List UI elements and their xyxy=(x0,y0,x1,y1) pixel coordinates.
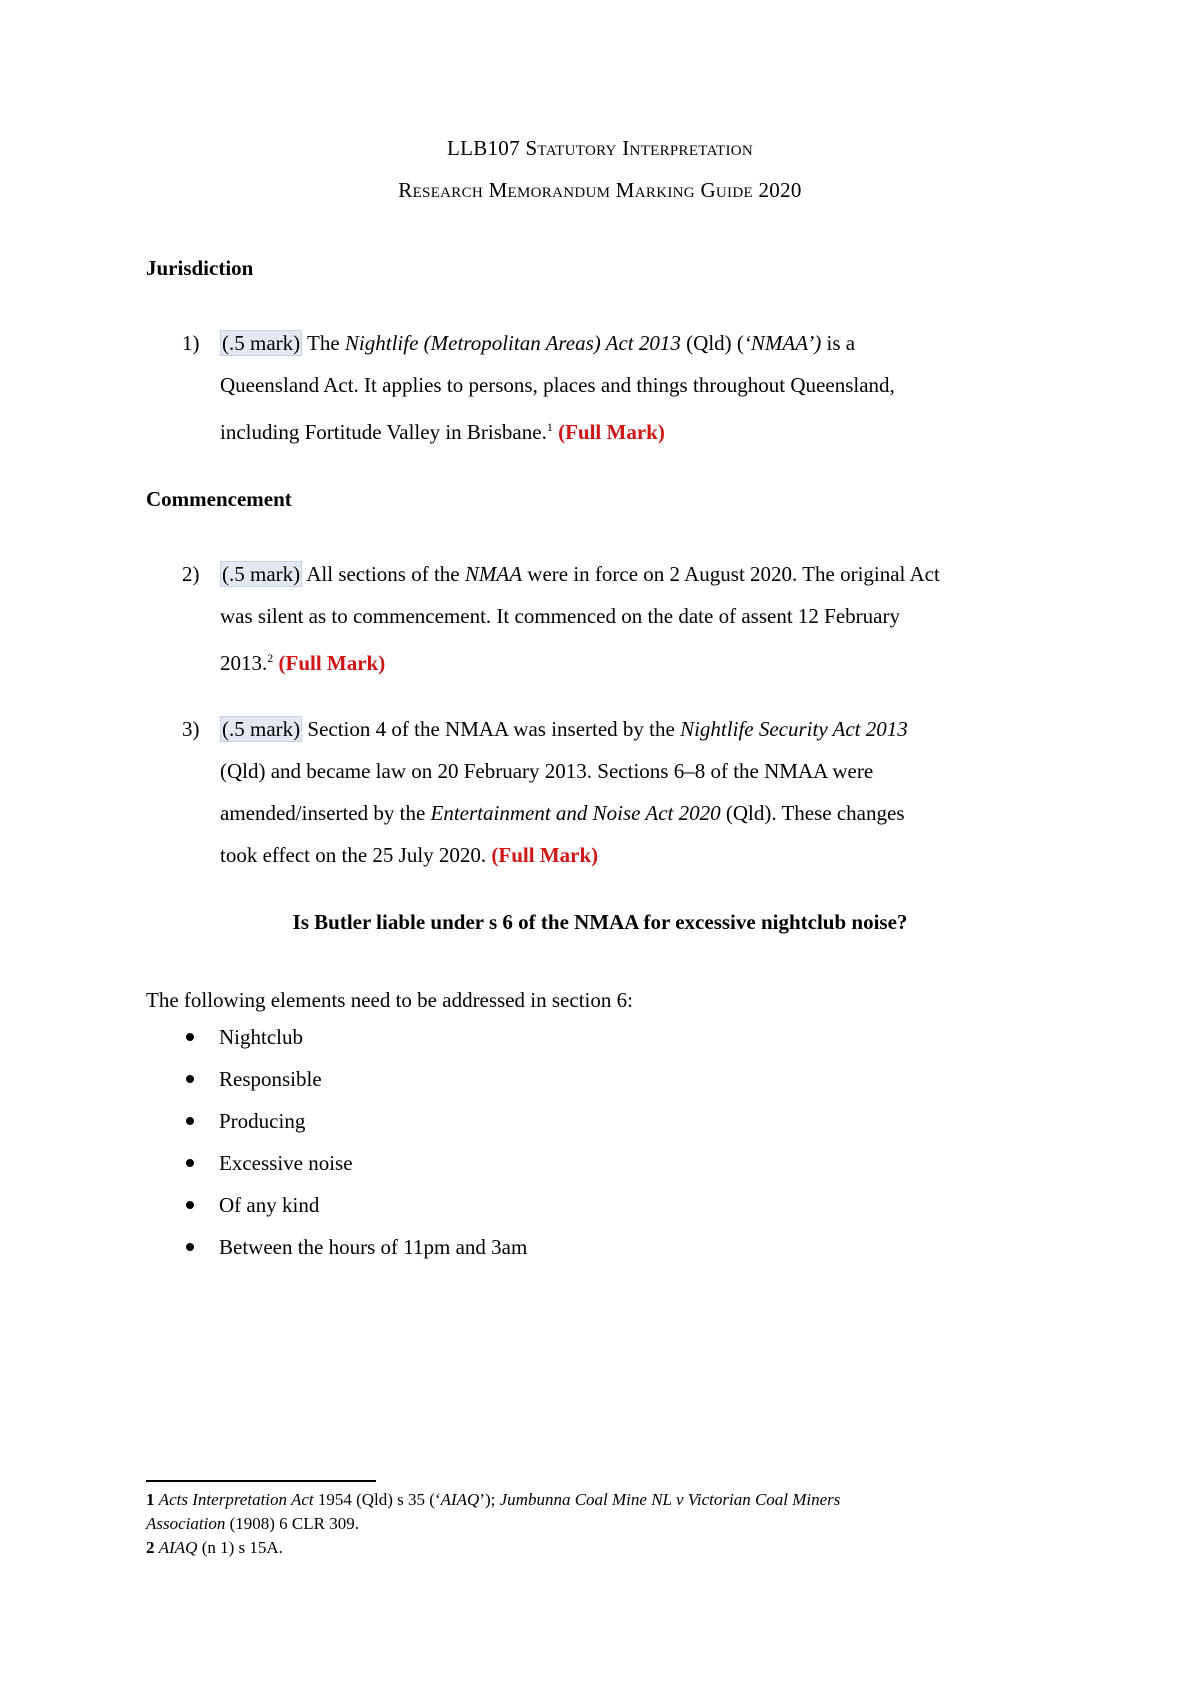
footnote-2 xyxy=(146,1536,1046,1560)
mark-annotation: (.5 mark) xyxy=(222,717,301,741)
footnote-1 xyxy=(146,1488,1046,1512)
act-name: Nightlife Security Act 2013 xyxy=(680,717,908,741)
act-name: Entertainment and Noise Act 2020 xyxy=(430,801,721,825)
act-abbreviation: NMAA xyxy=(464,562,523,586)
footnote-reference[interactable]: 2 xyxy=(267,651,274,665)
bullet-icon xyxy=(186,1075,194,1083)
item-number: 2) xyxy=(182,562,200,586)
list-item-text: Of any kind xyxy=(219,1193,320,1217)
footnote-number: 1 xyxy=(146,1490,155,1509)
footnote-abbr: AIAQ xyxy=(158,1538,198,1557)
mark-annotation: (.5 mark) xyxy=(222,562,301,586)
heading-commencement: Commencement xyxy=(146,487,292,511)
footnote-text: (1908) 6 CLR 309. xyxy=(225,1514,359,1533)
footnote-reference[interactable]: 1 xyxy=(546,420,553,434)
bullet-icon xyxy=(186,1117,194,1125)
footnote-divider xyxy=(146,1480,376,1482)
item-text: amended/inserted by the xyxy=(220,801,431,825)
item-text: were in force on 2 August 2020. The original Act xyxy=(522,562,940,586)
item-text: (Qld) ( xyxy=(680,331,744,355)
full-mark-label: (Full Mark) xyxy=(558,420,665,444)
list-item-text: Between the hours of 11pm and 3am xyxy=(219,1235,528,1259)
document-subtitle: Research Memorandum Marking Guide 2020 xyxy=(398,178,802,202)
bullet-icon xyxy=(186,1243,194,1251)
item-text: The xyxy=(302,331,345,355)
item-text: Queensland Act. It applies to persons, places and things throughout Queensland, xyxy=(220,373,895,397)
bullet-icon xyxy=(186,1033,194,1041)
full-mark-label: (Full Mark) xyxy=(278,651,386,675)
item-text: including Fortitude Valley in Brisbane. xyxy=(220,420,547,444)
heading-liability-question: Is Butler liable under s 6 of the NMAA for excessive nightclub noise? xyxy=(292,910,908,934)
bullet-icon xyxy=(186,1201,194,1209)
footnote-text: 1954 (Qld) s 35 (‘ xyxy=(313,1490,441,1509)
item-number: 1) xyxy=(182,331,200,355)
item-text: (Qld) and became law on 20 February 2013. Sections 6–8 of the NMAA were xyxy=(220,759,874,783)
bullet-icon xyxy=(186,1159,194,1167)
item-text: All sections of the xyxy=(302,562,465,586)
list-item-text: Excessive noise xyxy=(219,1151,353,1175)
footnote-case: Association xyxy=(146,1514,226,1533)
item-text: 2013. xyxy=(220,651,268,675)
act-abbreviation: ‘NMAA’) xyxy=(743,331,822,355)
mark-annotation: (.5 mark) xyxy=(222,331,301,355)
footnote-1-continued xyxy=(146,1512,1046,1536)
item-text: was silent as to commencement. It commenced on the date of assent 12 February xyxy=(220,604,900,628)
list-item-text: Nightclub xyxy=(219,1025,303,1049)
item-number: 3) xyxy=(182,717,200,741)
full-mark-label: (Full Mark) xyxy=(491,843,599,867)
footnote-abbr: AIAQ xyxy=(440,1490,480,1509)
list-item-text: Producing xyxy=(219,1109,306,1133)
item-text: took effect on the 25 July 2020. xyxy=(220,843,492,867)
list-item-text: Responsible xyxy=(219,1067,322,1091)
item-text: Section 4 of the NMAA was inserted by the xyxy=(302,717,681,741)
footnote-text: (n 1) s 15A. xyxy=(197,1538,283,1557)
document-title: LLB107 Statutory Interpretation xyxy=(446,136,754,160)
heading-jurisdiction: Jurisdiction xyxy=(146,256,254,280)
footnote-act: Acts Interpretation Act xyxy=(158,1490,314,1509)
footnote-number: 2 xyxy=(146,1538,155,1557)
footnote-case: Jumbunna Coal Mine NL v Victorian Coal Miners xyxy=(499,1490,841,1509)
item-text: (Qld). These changes xyxy=(720,801,905,825)
footnotes xyxy=(146,1488,1046,1560)
act-name: Nightlife (Metropolitan Areas) Act 2013 xyxy=(344,331,681,355)
item-text: is a xyxy=(821,331,856,355)
elements-intro: The following elements need to be addressed in section 6: xyxy=(146,988,633,1012)
footnote-text: ’); xyxy=(479,1490,500,1509)
